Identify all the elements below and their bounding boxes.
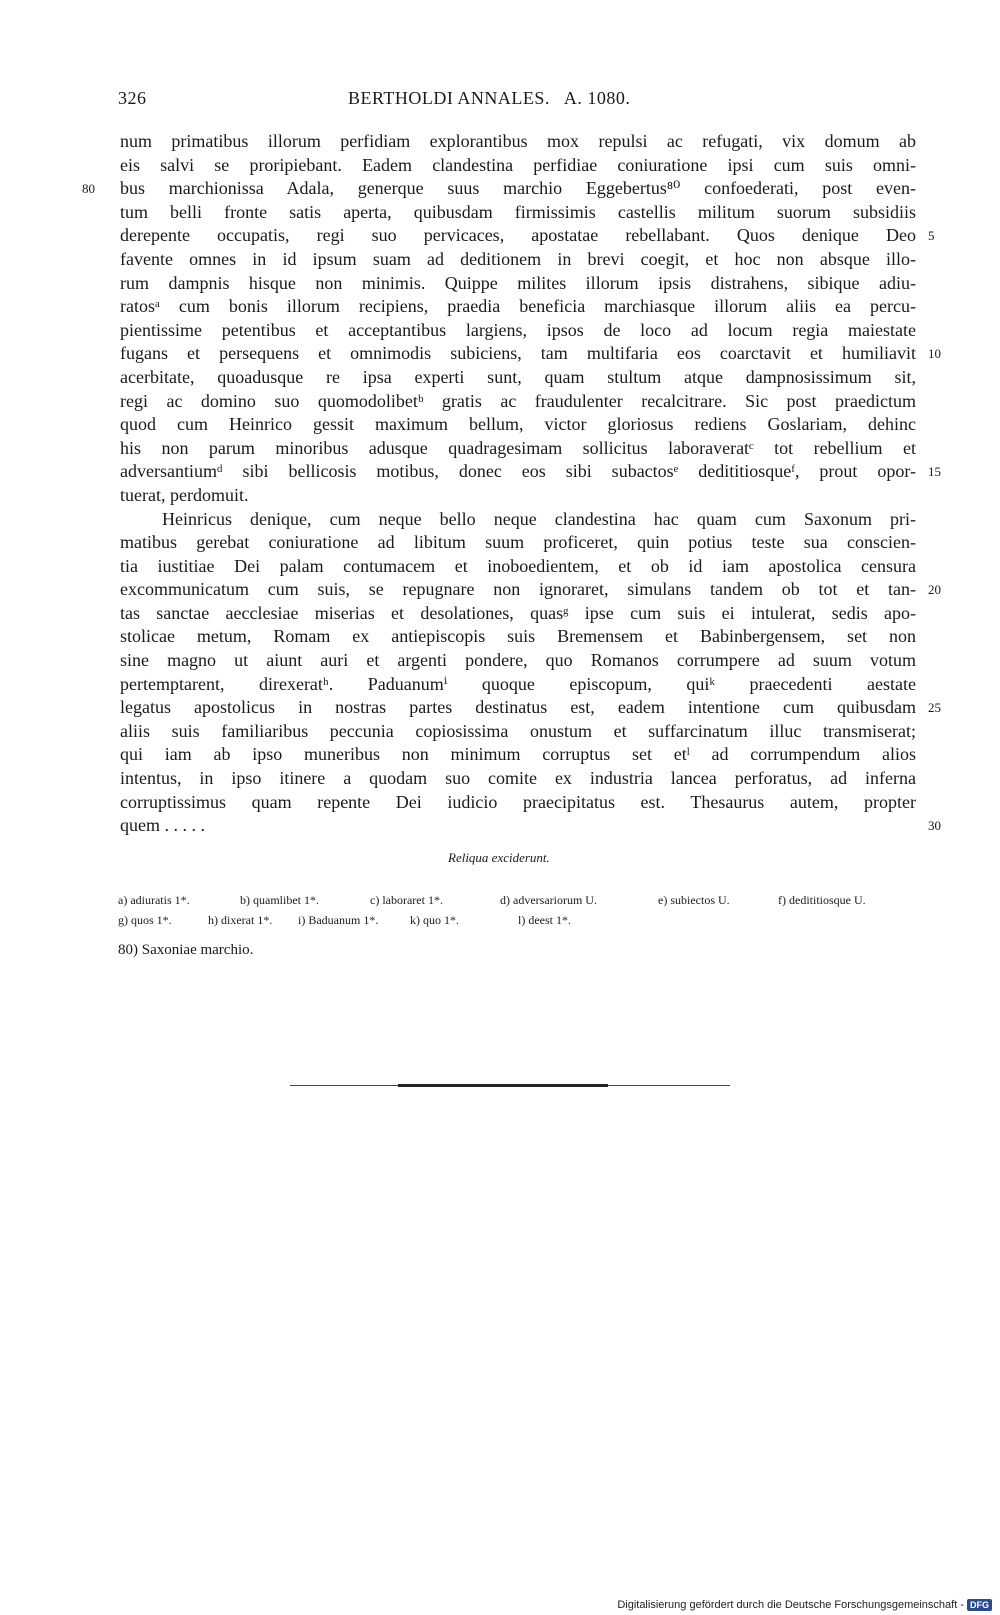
line-text: pientissime petentibus et acceptantibus largiens, ipsos de loco ad locum regia maiestate bbox=[120, 319, 916, 340]
line-text: sine magno ut aiunt auri et argenti pondere, quo Romanos corrumpere ad suum votum bbox=[120, 650, 916, 671]
line-text: regi ac domino suo quomodolibetᵇ gratis ac fraudulenter recalcitrare. Sic post praedictum bbox=[120, 390, 916, 411]
text-line bbox=[120, 743, 916, 767]
text-line bbox=[120, 602, 916, 626]
line-text: adversantiumᵈ sibi bellicosis motibus, donec eos sibi subactosᵉ dedititiosqueᶠ, prout opor- bbox=[120, 461, 916, 482]
line-text: tuerat, perdomuit. bbox=[120, 484, 249, 505]
historical-footnote: 80) Saxoniae marchio. bbox=[118, 942, 254, 958]
text-line bbox=[120, 460, 941, 484]
line-number: 20 bbox=[928, 582, 941, 598]
apparatus-note: f) dedititiosque U. bbox=[778, 893, 866, 907]
text-line bbox=[120, 649, 916, 673]
lacuna-note: Reliqua exciderunt. bbox=[448, 850, 550, 865]
line-text: corruptissimus quam repente Dei iudicio praecipitatus est. Thesaurus autem, propter bbox=[120, 791, 916, 812]
line-number: 30 bbox=[928, 818, 941, 834]
text-line bbox=[120, 625, 916, 649]
apparatus-note: g) quos 1*. bbox=[118, 913, 172, 927]
footnote-marker: 80 bbox=[82, 181, 95, 197]
line-text: num primatibus illorum perfidiam explorantibus mox repulsi ac refugati, vix domum ab bbox=[120, 131, 916, 151]
line-text: derepente occupatis, regi suo pervicaces, apostatae rebellabant. Quos denique Deo bbox=[120, 225, 916, 246]
line-text: acerbitate, quoadusque re ipsa experti sunt, quam stultum atque dampnosissimum sit, bbox=[120, 366, 916, 387]
line-text: tum belli fronte satis aperta, quibusdam firmissimis castellis militum suorum subsidiis bbox=[120, 201, 916, 222]
text-line bbox=[120, 366, 916, 390]
line-text: excommunicatum cum suis, se repugnare non ignoraret, simulans tandem ob tot et tan- bbox=[120, 579, 916, 600]
text-line bbox=[120, 720, 916, 744]
dfg-logo: DFG bbox=[967, 1599, 992, 1611]
line-text: tas sanctae aecclesiae miserias et desolationes, quasᵍ ipse cum suis ei intulerat, sedis apo- bbox=[120, 602, 916, 623]
apparatus-note: c) laboraret 1*. bbox=[370, 893, 443, 907]
apparatus-note: i) Baduanum 1*. bbox=[298, 913, 379, 927]
text-line bbox=[120, 248, 916, 272]
critical-apparatus bbox=[118, 893, 918, 933]
running-title: BERTHOLDI ANNALES. A. 1080. bbox=[348, 88, 631, 108]
line-text: eis salvi se proripiebant. Eadem clandestina perfidiae coniuratione ipsi cum suis omni- bbox=[120, 154, 916, 175]
apparatus-note: e) subiectos U. bbox=[658, 893, 730, 907]
line-text: legatus apostolicus in nostras partes destinatus est, eadem intentione cum quibusdam bbox=[120, 697, 916, 718]
line-text: fugans et persequens et omnimodis subiciens, tam multifaria eos coarctavit et humiliavit bbox=[120, 343, 916, 364]
text-line bbox=[120, 767, 916, 791]
text-line bbox=[120, 484, 916, 508]
line-text: rum dampnis hisque non minimis. Quippe milites illorum ipsis distrahens, sibique adiu- bbox=[120, 272, 916, 293]
text-line bbox=[120, 130, 916, 154]
line-text: matibus gerebat coniuratione ad libitum suum proficeret, quin potius teste sua conscien- bbox=[120, 532, 916, 553]
line-number: 25 bbox=[928, 700, 941, 716]
text-line bbox=[120, 508, 916, 532]
apparatus-row bbox=[118, 913, 918, 933]
page-number: 326 bbox=[118, 88, 147, 108]
line-text: stolicae metum, Romam ex antiepiscopis suis Bremensem et Babinbergensem, set non bbox=[120, 626, 916, 647]
footer-text: Digitalisierung gefördert durch die Deutsche Forschungsgemeinschaft - bbox=[617, 1599, 964, 1611]
line-text: quod cum Heinrico gessit maximum bellum, victor gloriosus rediens Goslariam, dehinc bbox=[120, 414, 916, 435]
line-text: his non parum minoribus adusque quadragesimam sollicitus laboraveratᶜ tot rebellium et bbox=[120, 437, 916, 458]
apparatus-note: l) deest 1*. bbox=[518, 913, 571, 927]
text-line bbox=[120, 390, 916, 414]
line-text: Heinricus denique, cum neque bello neque clandestina hac quam cum Saxonum pri- bbox=[162, 508, 916, 529]
page-rule-thick bbox=[398, 1084, 608, 1087]
text-line bbox=[120, 578, 941, 602]
text-line bbox=[120, 342, 941, 366]
line-text: favente omnes in id ipsum suam ad deditionem in brevi coegit, et hoc non absque illo- bbox=[120, 248, 916, 269]
line-number: 5 bbox=[928, 228, 935, 244]
text-line bbox=[82, 177, 916, 201]
apparatus-note: b) quamlibet 1*. bbox=[240, 893, 319, 907]
main-text bbox=[82, 130, 941, 838]
text-line bbox=[120, 154, 916, 178]
text-line bbox=[120, 791, 916, 815]
text-line bbox=[120, 319, 916, 343]
apparatus-row bbox=[118, 893, 918, 913]
line-text: quem . . . . . bbox=[120, 815, 205, 836]
line-number: 10 bbox=[928, 346, 941, 362]
line-text: aliis suis familiaribus peccunia copiosissima onustum et suffarcinatum illuc transmiserat; bbox=[120, 720, 916, 741]
line-text: bus marchionissa Adala, generque suus marchio Eggebertus⁸⁰ confoederati, post even- bbox=[120, 178, 916, 199]
text-line bbox=[120, 295, 916, 319]
text-line bbox=[120, 413, 916, 437]
line-text: tia iustitiae Dei palam contumacem et inoboedientem, et ob id iam apostolica censura bbox=[120, 555, 916, 576]
line-text: pertemptarent, direxeratʰ. Paduanumⁱ quoque episcopum, quiᵏ praecedenti aestate bbox=[120, 673, 916, 694]
text-line bbox=[120, 555, 916, 579]
text-line bbox=[120, 814, 941, 838]
text-line bbox=[120, 531, 916, 555]
line-text: qui iam ab ipso muneribus non minimum corruptus set etˡ ad corrumpendum alios bbox=[120, 744, 916, 765]
text-line bbox=[120, 673, 916, 697]
line-text: intentus, in ipso itinere a quodam suo comite ex industria lancea perforatus, ad inferna bbox=[120, 768, 916, 789]
apparatus-note: a) adiuratis 1*. bbox=[118, 893, 190, 907]
line-text: ratosᵃ cum bonis illorum recipiens, praedia beneficia marchiasque illorum aliis ea percu- bbox=[120, 296, 916, 317]
text-line bbox=[120, 201, 916, 225]
line-number: 15 bbox=[928, 464, 941, 480]
funding-footer bbox=[617, 1599, 992, 1611]
text-line bbox=[120, 696, 941, 720]
text-line bbox=[120, 437, 916, 461]
apparatus-note: k) quo 1*. bbox=[410, 913, 459, 927]
apparatus-note: h) dixerat 1*. bbox=[208, 913, 273, 927]
text-line bbox=[120, 272, 916, 296]
apparatus-note: d) adversariorum U. bbox=[500, 893, 597, 907]
text-line bbox=[120, 224, 935, 248]
